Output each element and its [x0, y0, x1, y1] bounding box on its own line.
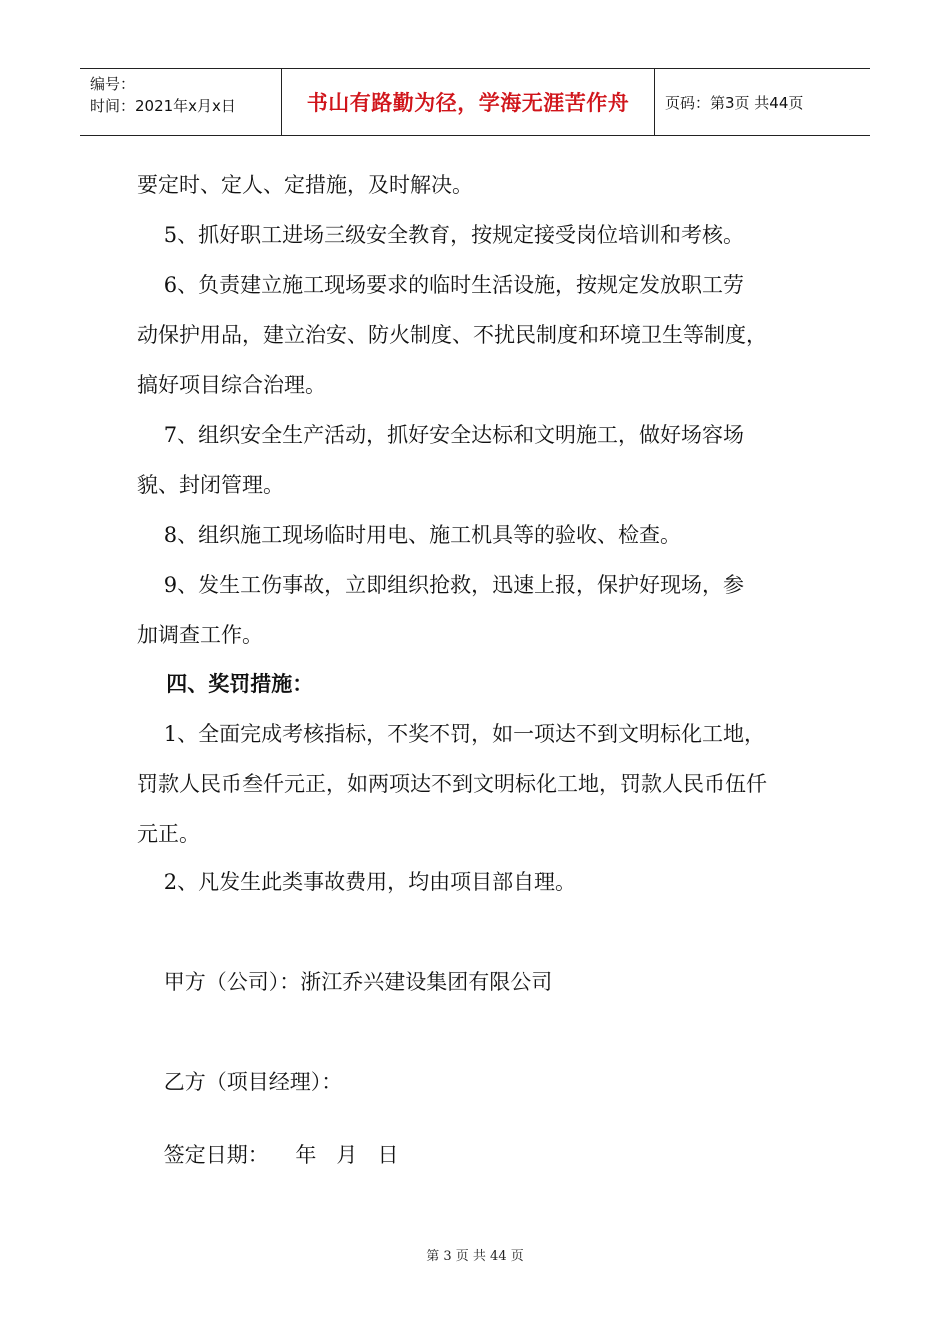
header-page-info: 页码：第3页 共44页 [665, 93, 804, 112]
paragraph-continuation: 要定时、定人、定措施，及时解决。 [137, 173, 473, 197]
paragraph-reward-2: 2、凡发生此类事故费用，均由项目部自理。 [137, 870, 577, 894]
party-a-line: 甲方（公司）：浙江乔兴建设集团有限公司 [137, 970, 553, 994]
paragraph-item-6: 6、负责建立施工现场要求的临时生活设施，按规定发放职工劳 动保护用品，建立治安、防火制度、不扰民制度和环境卫生等制度， 搞好项目综合治理。 [137, 273, 767, 397]
sign-date-line: 签定日期： 年 月 日 [137, 1143, 399, 1167]
paragraph-item-8: 8、组织施工现场临时用电、施工机具等的验收、检查。 [137, 523, 682, 547]
time-label: 时间：2021年x月x日 [90, 97, 236, 115]
paragraph-item-7: 7、组织安全生产活动，抓好安全达标和文明施工，做好场容场 貌、封闭管理。 [137, 423, 745, 497]
paragraph-item-5: 5、抓好职工进场三级安全教育，按规定接受岗位培训和考核。 [137, 223, 745, 247]
paragraph-item-9: 9、发生工伤事故，立即组织抢救，迅速上报，保护好现场，参 加调查工作。 [137, 573, 745, 647]
header-meta [80, 69, 282, 135]
party-b-line: 乙方（项目经理）： [137, 1070, 343, 1094]
paragraph-reward-1: 1、全面完成考核指标，不奖不罚，如一项达不到文明标化工地， 罚款人民币叁仟元正，如两项达不到文明标化工地，罚款人民币伍仟 元正。 [137, 722, 767, 846]
page-header [80, 68, 870, 136]
section-heading: 四、奖罚措施： [137, 671, 314, 696]
page-footer: 第 3 页 共 44 页 [426, 1249, 524, 1264]
header-motto: 书山有路勤为径，学海无涯苦作舟 [282, 69, 655, 135]
number-label: 编号： [90, 75, 136, 93]
